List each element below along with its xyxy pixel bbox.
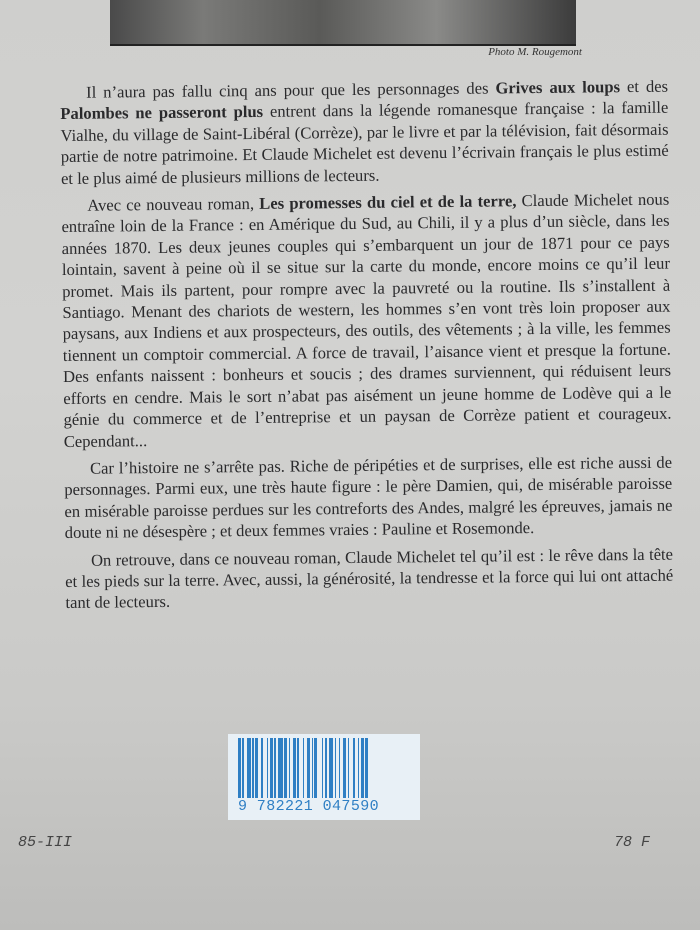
paragraph	[64, 452, 673, 544]
back-cover-text	[60, 76, 674, 620]
book-title: Les promesses du ciel et de la terre,	[259, 191, 517, 213]
book-title: Grives aux loups	[495, 77, 621, 98]
text-run: Car l’histoire ne s’arrête pas. Riche de péripéties et de surprises, elle est riche aussi de personnages. Parmi eux, une très haute figure : le père Damien, qui, de misérable paroisse en misérable paroisse perdues sur les contreforts des Andes, malgré les épreuves, jamais ne doute ni ne désespère ; et deux femmes vraies : Pauline et Rosemonde.	[64, 452, 673, 543]
book-title: Palombes ne passeront plus	[60, 102, 264, 124]
photo-credit: Photo M. Rougemont	[488, 46, 582, 58]
text-run: entrent dans la légende romanesque française : la famille Vialhe, du village de Saint-Libéral (Corrèze), par le livre et par la télévision, fait désormais partie de notre patrimoine. Et Claude Michelet est devenu l’écrivain français le plus estimé et le plus aimé de plusieurs millions de lecteurs.	[60, 98, 669, 188]
series-code: 85-III	[18, 834, 73, 851]
paragraph	[65, 543, 674, 614]
text-run: Il n’aura pas fallu cinq ans pour que les personnages des	[86, 78, 496, 102]
isbn-number: 9 782221 047590	[238, 798, 380, 815]
cover-photo	[110, 0, 576, 46]
price-code: 78 F	[613, 834, 650, 851]
text-run: Avec ce nouveau roman,	[87, 193, 260, 215]
barcode-bars	[238, 738, 410, 798]
text-run: Claude Michelet nous entraîne loin de la France : en Amérique du Sud, au Chili, il y a plus d’un siècle, dans les années 1870. Les deux jeunes couples qui s’embarquent un jour de 1871 pour ce pays lointain, savent à peine où il se situe sur la carte du monde, encore moins ce qu’il leur promet. Mais ils partent, pour rompre avec la pauvreté ou la routine. Ils s’installent à Santiago. Menant des chariots de western, les hommes s’en vont très loin proposer aux paysans, aux Indiens et aux prospecteurs, des outils, des vêtements ; à la ville, les femmes tiennent un comptoir commercial. A force de travail, l’aisance vient et presque la fortune. Des enfants naissent : bonheurs et soucis ; des drames surviennent, qui réduisent leurs efforts en cendre. Mais le sort n’abat pas aisément un jeune homme de Lodève qui a le génie du commerce et de l’entreprise et un paysan de Corrèze patient et courageux. Cependant...	[61, 189, 672, 451]
text-run: et des	[619, 76, 669, 97]
text-run: On retrouve, dans ce nouveau roman, Claude Michelet tel qu’il est : le rêve dans la tête et les pieds sur la terre. Avec, aussi, la générosité, la tendresse et la force qui lui ont attaché tant de lecteurs.	[65, 544, 674, 613]
isbn-barcode	[228, 734, 420, 820]
barcode-bar	[368, 738, 369, 798]
paragraph	[60, 76, 669, 189]
paragraph	[61, 189, 672, 452]
